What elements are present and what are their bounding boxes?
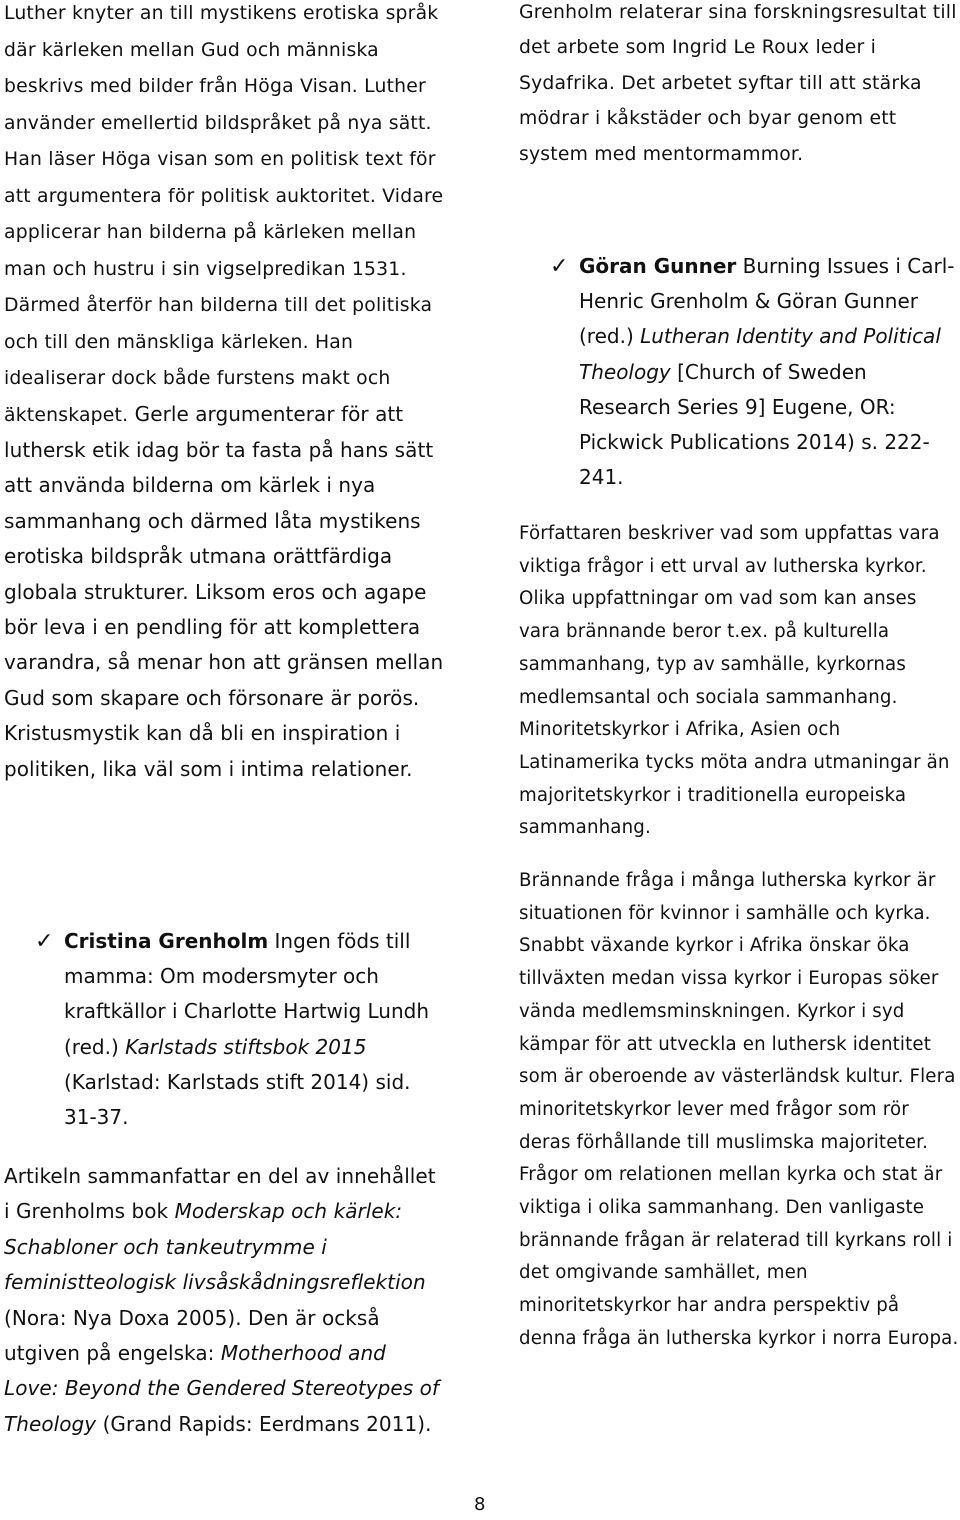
ref-title: Burning Issues (736, 254, 896, 278)
paragraph-luther-mysticism (4, 0, 444, 787)
checkmark-icon: ✓ (550, 254, 569, 279)
ref-author: Göran Gunner (579, 254, 737, 278)
reference-gunner (519, 249, 960, 495)
book-title-english: Motherhood and Love: Beyond the Gendered Stereotypes of Theology (4, 1341, 440, 1436)
paragraph-burning-issues: Brännande fråga i många lutherska kyrkor är situationen för kvinnor i samhälle och kyrka. Snabbt växande kyrkor i Afrika önskar öka tillväxten medan vissa kyrkor i Europas söker vända medlemsminskningen. Kyrkor i syd kämpar för att utveckla en luthersk identitet som är oberoende av västerländsk kultur. Flera minoritetskyrkor lever med frågor som rör deras förhållande till muslimska majoriteter. Frågor om relationen mellan kyrka och stat är viktiga i olika sammanhang. Den vanligaste brännande frågan är relaterad till kyrkans roll i det omgivande samhället, men minoritetskyrkor har andra perspektiv på denna fråga än lutherska kyrkor i norra Europa. (519, 870, 959, 1349)
ref-publication: [Church of Sweden Research Series 9] Eugene, OR: Pickwick Publications 2014) s. 222-241. (579, 359, 930, 490)
paragraph-key-questions: Författaren beskriver vad som uppfattas vara viktiga frågor i ett urval av lutherska kyrkor. Olika uppfattningar om vad som kan anses vara brännande beror t.ex. på kulturella sammanhang, typ av samhälle, kyrkornas medlemsantal och sociala sammanhang. Minoritetskyrkor i Afrika, Asien och Latinamerika tycks möta andra utmaningar än majoritetskyrkor i traditionella europeiska sammanhang. (519, 523, 950, 839)
book-title-swedish: Moderskap och kärlek: Schabloner och tankeutrymme i feministteologisk livsåskådningsreflektion (4, 1199, 426, 1295)
page-number: 8 (474, 1494, 486, 1515)
ref-book: Lutheran Identity and Political Theology (579, 324, 941, 384)
text: (Nora: Nya Doxa 2005). Den är också utgiven på engelska: (4, 1305, 380, 1366)
ref-author: Cristina Grenholm (64, 929, 269, 953)
text: Artikeln sammanfattar en del av innehållet i Grenholms bok (4, 1164, 436, 1224)
paragraph-grenholm-research: Grenholm relaterar sina forskningsresultat till det arbete som Ingrid Le Roux leder i Sydafrika. Det arbetet syftar till att stärka mödrar i kåkstäder och byar genom ett system med mentormammor. (519, 2, 957, 165)
checkmark-icon: ✓ (35, 929, 54, 954)
reference-grenholm (4, 924, 444, 1135)
ref-editor: i Carl-Henric Grenholm & Göran Gunner (red.) (579, 254, 955, 349)
paragraph-luther-part2: Gerle argumenterar för att luthersk etik idag bör ta fasta på hans sätt att använda bilderna om kärlek i nya sammanhang och därmed låta mystikens erotiska bildspråk utmana orättfärdiga globala strukturer. Liksom eros och agape bör leva i en pendling för att komplettera varandra, så menar hon att gränsen mellan Gud som skapare och försonare är porös. Kristusmystik kan då bli en inspiration i politiken, lika väl som i intima relationer. (4, 401, 444, 781)
text: (Grand Rapids: Eerdmans 2011). (96, 1411, 432, 1436)
paragraph-luther-part1: Luther knyter an till mystikens erotiska språk där kärleken mellan Gud och människa beskrivs med bilder från Höga Visan. Luther använder emellertid bildspråket på nya sätt. Han läser Höga visan som en politisk text för att argumentera för politisk auktoritet. Vidare applicerar han bilderna på kärleken mellan man och hustru i sin vigselpredikan 1531. Därmed återför han bilderna till det politiska och till den mänskliga kärleken. Han idealiserar dock både furstens makt och äktenskapet. (4, 3, 444, 426)
ref-title: Ingen föds till mamma: Om modersmyter och kraftkällor (64, 929, 411, 1024)
ref-book: Karlstads stiftsbok 2015 (125, 1034, 367, 1059)
ref-editor: i Charlotte Hartwig Lundh (red.) (64, 999, 430, 1059)
paragraph-grenholm-book (4, 1159, 444, 1442)
ref-publication: (Karlstad: Karlstads stift 2014) sid. 31-37. (64, 1069, 411, 1130)
